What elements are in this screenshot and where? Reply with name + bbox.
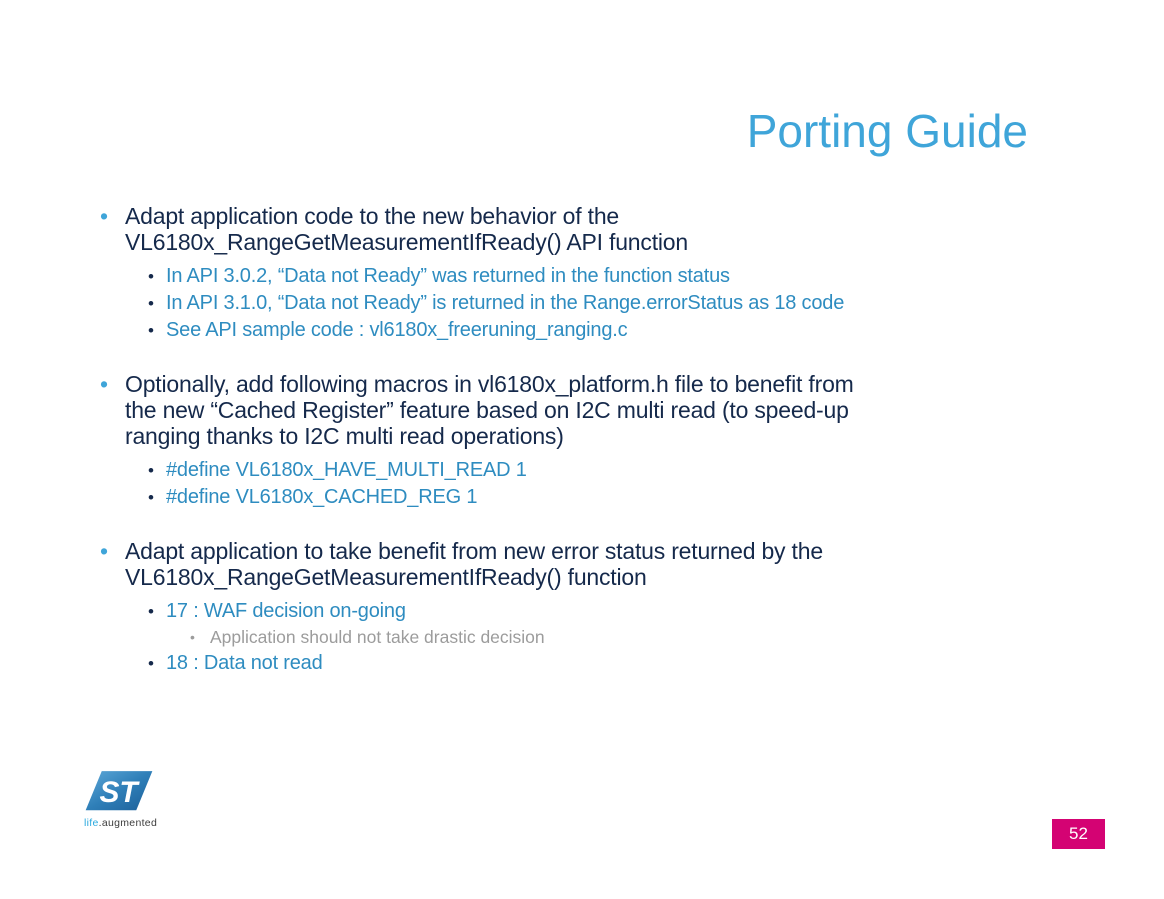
sub-sub-bullet-text: Application should not take drastic decision [210, 627, 545, 647]
bullet-icon: • [100, 203, 109, 229]
sub-bullet-text: In API 3.1.0, “Data not Ready” is returned in the Range.errorStatus as 18 code [166, 292, 845, 314]
sub-bullet-item [148, 317, 1100, 344]
sub-sub-bullet-item [190, 625, 1100, 650]
st-logo [84, 770, 194, 829]
bullet-icon: • [148, 321, 154, 340]
bullet-line: the new “Cached Register” feature based on I2C multi read (to speed-up [125, 397, 849, 423]
bullet-icon: • [100, 538, 109, 564]
bullet-icon: • [148, 267, 154, 286]
logo-tagline [84, 817, 194, 829]
sub-bullet-item [148, 650, 1100, 677]
bullet-text [125, 371, 854, 449]
page-title: Porting Guide [746, 105, 1028, 157]
svg-text:ST: ST [99, 776, 138, 810]
sub-bullet-text: #define VL6180x_HAVE_MULTI_READ 1 [166, 459, 527, 481]
sub-bullet-text: 17 : WAF decision on-going [166, 600, 406, 622]
bullet-line: Optionally, add following macros in vl6180x_platform.h file to benefit from [125, 371, 854, 397]
bullet-line: VL6180x_RangeGetMeasurementIfReady() API function [125, 229, 688, 255]
sub-bullet-text: In API 3.0.2, “Data not Ready” was returned in the function status [166, 265, 730, 287]
bullet-icon: • [148, 294, 154, 313]
tagline-life: life [84, 817, 99, 829]
bullet-line: Adapt application code to the new behavior of the [125, 203, 619, 229]
bullet-line: Adapt application to take benefit from new error status returned by the [125, 538, 823, 564]
bullet-icon: • [100, 371, 109, 397]
tagline-augmented: .augmented [98, 817, 158, 829]
bullet-item [100, 203, 1100, 255]
sub-bullet-list [148, 457, 1100, 511]
sub-bullet-text: #define VL6180x_CACHED_REG 1 [166, 486, 478, 508]
sub-bullet-item [148, 457, 1100, 484]
bullet-icon: • [190, 629, 195, 645]
bullet-line: VL6180x_RangeGetMeasurementIfReady() function [125, 564, 647, 590]
bullet-icon: • [148, 488, 154, 507]
st-logo-icon [84, 770, 154, 816]
bullet-icon: • [148, 602, 154, 621]
bullet-group-error-status [100, 538, 1100, 677]
bullet-text [125, 538, 823, 590]
page-number-badge: 52 [1052, 819, 1105, 849]
sub-bullet-list [148, 263, 1100, 344]
bullet-icon: • [148, 461, 154, 480]
bullet-group-adapt-code [100, 203, 1100, 344]
bullet-item [100, 371, 1100, 449]
bullet-line: ranging thanks to I2C multi read operations) [125, 423, 564, 449]
sub-bullet-text: 18 : Data not read [166, 652, 323, 674]
sub-bullet-item [148, 290, 1100, 317]
sub-bullet-text: See API sample code : vl6180x_freeruning_ranging.c [166, 319, 628, 341]
sub-bullet-item [148, 263, 1100, 290]
bullet-icon: • [148, 654, 154, 673]
bullet-item [100, 538, 1100, 590]
sub-bullet-list [148, 598, 1100, 677]
sub-bullet-item [148, 484, 1100, 511]
bullet-text [125, 203, 688, 255]
bullet-group-macros [100, 371, 1100, 511]
sub-bullet-item [148, 598, 1100, 625]
